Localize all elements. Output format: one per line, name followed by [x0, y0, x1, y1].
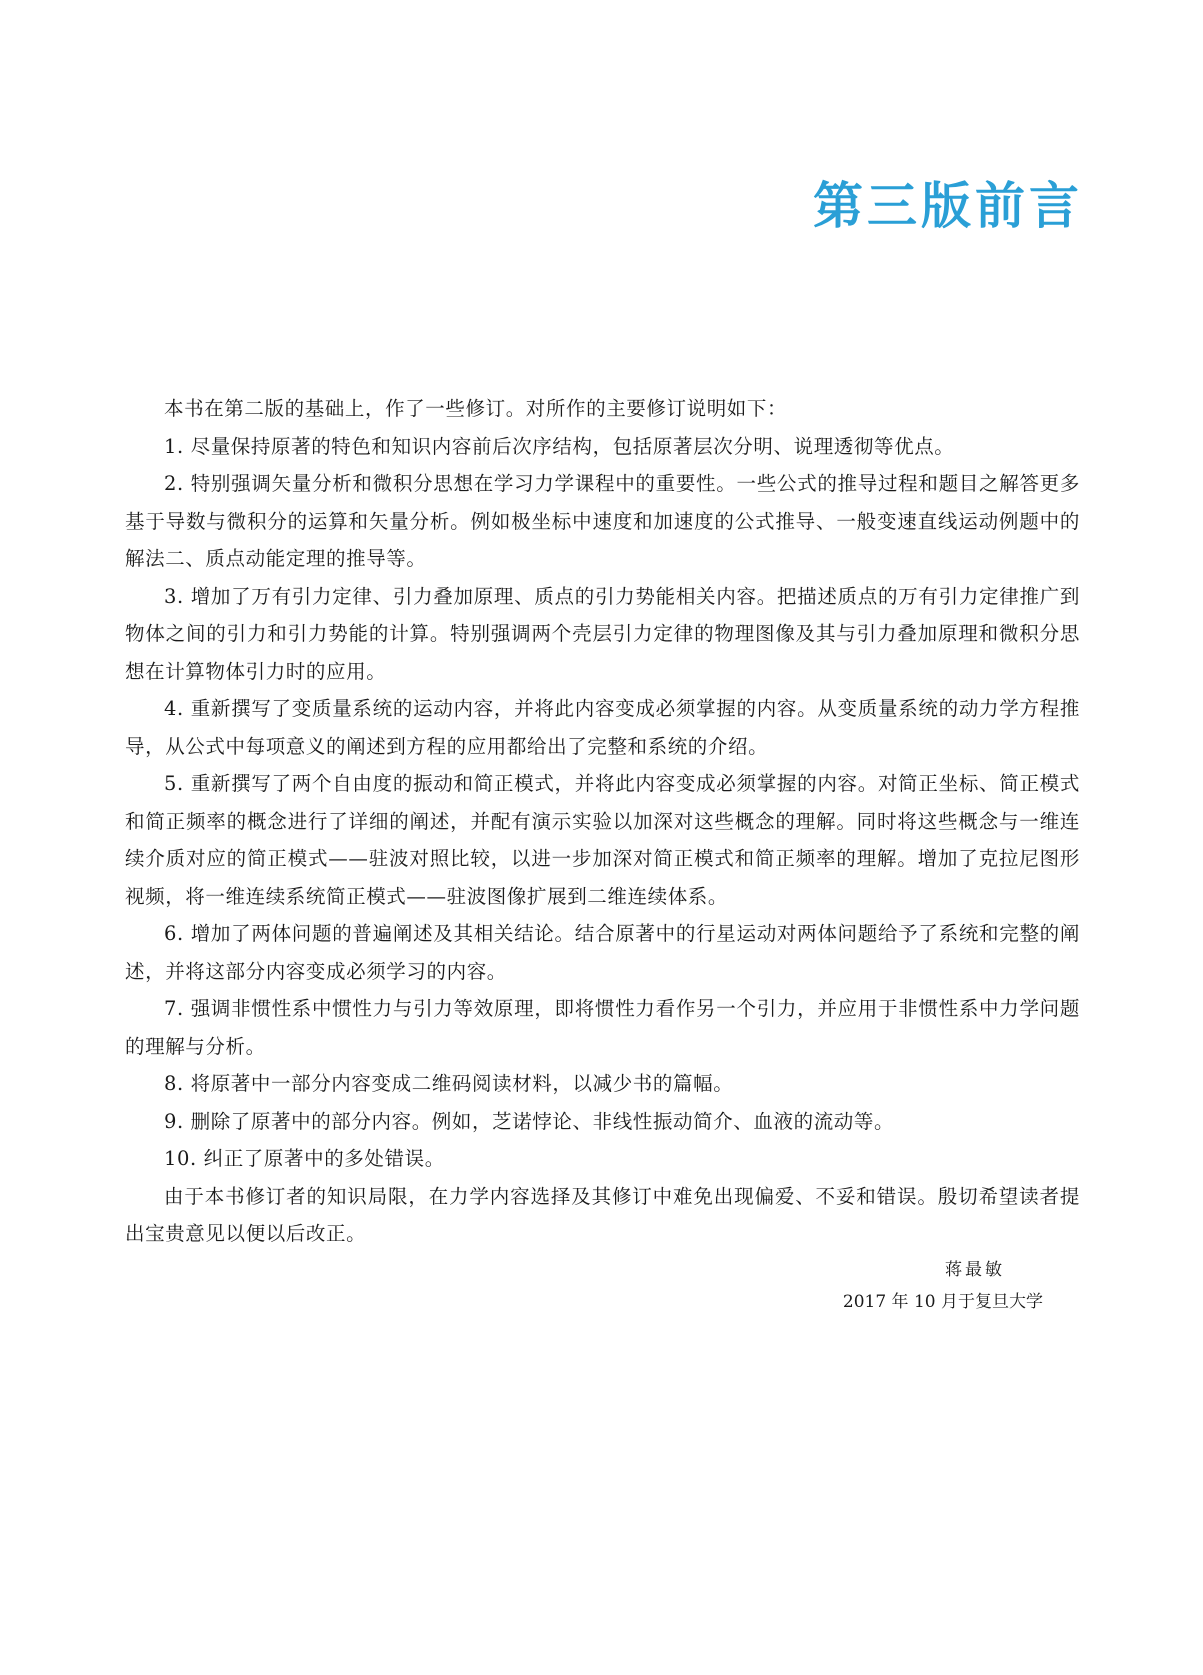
paragraph-item-8: 8. 将原著中一部分内容变成二维码阅读材料，以减少书的篇幅。 — [164, 1072, 734, 1095]
paragraph-item-10: 10. 纠正了原著中的多处错误。 — [164, 1147, 445, 1170]
page-title: 第三版前言 — [813, 177, 1083, 235]
signature-date: 2017 年 10 月于复旦大学 — [842, 1292, 1043, 1312]
paragraph-closing: 由于本书修订者的知识局限，在力学内容选择及其修订中难免出现偏爱、不妥和错误。殷切希望读者提出宝贵意见以便以后改正。 — [125, 1184, 1080, 1245]
paragraph-item-6: 6. 增加了两体问题的普遍阐述及其相关结论。结合原著中的行星运动对两体问题给予了系统和完整的阐述，并将这部分内容变成必须学习的内容。 — [125, 922, 1080, 983]
paragraph-item-7: 7. 强调非惯性系中惯性力与引力等效原理，即将惯性力看作另一个引力，并应用于非惯性系中力学问题的理解与分析。 — [125, 997, 1080, 1058]
paragraph-item-9: 9. 删除了原著中的部分内容。例如，芝诺悖论、非线性振动简介、血液的流动等。 — [164, 1109, 895, 1133]
paragraph-item-1: 1. 尽量保持原著的特色和知识内容前后次序结构，包括原著层次分明、说理透彻等优点。 — [164, 434, 955, 458]
preface-body — [125, 390, 1080, 1253]
paragraph-item-5: 5. 重新撰写了两个自由度的振动和简正模式，并将此内容变成必须掌握的内容。对简正坐标、简正模式和简正频率的概念进行了详细的阐述，并配有演示实验以加深对这些概念的理解。同时将这些概念与一维连续介质对应的简正模式——驻波对照比较，以进一步加深对简正模式和简正频率的理解。增加了克拉尼图形视频，将一维连续系统简正模式——驻波图像扩展到二维连续体系。 — [125, 772, 1080, 908]
paragraph-item-4: 4. 重新撰写了变质量系统的运动内容，并将此内容变成必须掌握的内容。从变质量系统的动力学方程推导，从公式中每项意义的阐述到方程的应用都给出了完整和系统的介绍。 — [125, 697, 1080, 758]
paragraph-item-3: 3. 增加了万有引力定律、引力叠加原理、质点的引力势能相关内容。把描述质点的万有引力定律推广到物体之间的引力和引力势能的计算。特别强调两个壳层引力定律的物理图像及其与引力叠加原理和微积分思想在计算物体引力时的应用。 — [125, 584, 1080, 683]
signature-block — [843, 1254, 1043, 1318]
paragraph-intro: 本书在第二版的基础上，作了一些修订。对所作的主要修订说明如下： — [164, 397, 788, 420]
paragraph-item-2: 2. 特别强调矢量分析和微积分思想在学习力学课程中的重要性。一些公式的推导过程和题目之解答更多基于导数与微积分的运算和矢量分析。例如极坐标中速度和加速度的公式推导、一般变速直线运动例题中的解法二、质点动能定理的推导等。 — [125, 472, 1080, 570]
author-name: 蒋最敏 — [945, 1260, 1005, 1280]
